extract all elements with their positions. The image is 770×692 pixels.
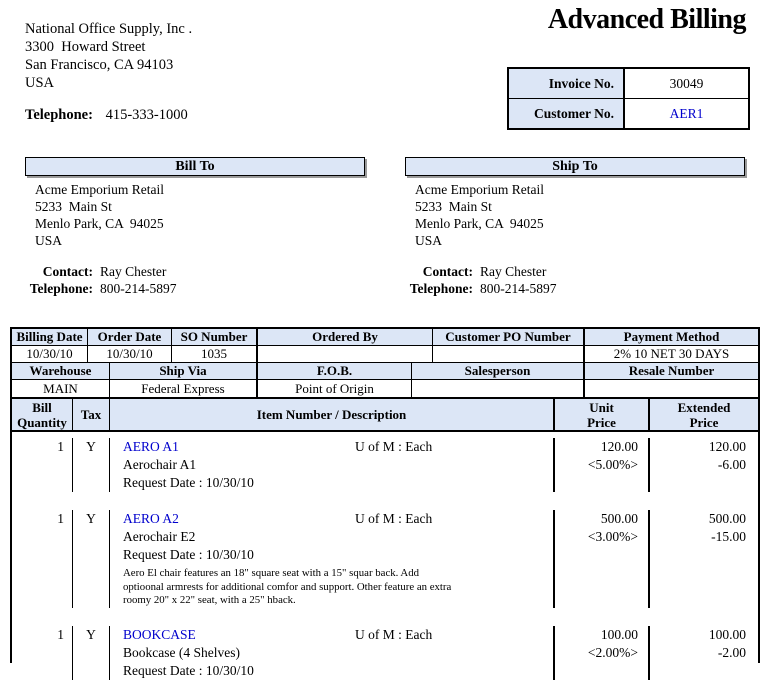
ordered-by-header: Ordered By [258, 329, 433, 346]
item-tax-flag: Y [73, 626, 110, 680]
customer-number-label: Customer No. [509, 99, 625, 128]
item-number-link[interactable]: AERO A2 [123, 511, 179, 526]
bill-to-address [35, 181, 365, 249]
bill-to-phone-label: Telephone: [29, 281, 93, 296]
unit-discount: <5.00%> [587, 457, 638, 472]
bill-to-contact-value: Ray Chester [100, 264, 167, 279]
item-uofm: U of M : Each [355, 626, 433, 642]
company-phone-value: 415-333-1000 [105, 107, 188, 123]
extended-price: 500.00 [708, 511, 746, 526]
company-address-line1: 3300 Howard Street [25, 39, 146, 55]
item-row [12, 504, 758, 620]
bill-to-contact-label: Contact: [42, 264, 93, 279]
customer-po-value [433, 346, 585, 364]
unit-price: 100.00 [600, 626, 638, 642]
info-value-row-1 [12, 346, 758, 363]
company-address-line3: USA [25, 75, 55, 91]
ship-to-address [415, 181, 745, 249]
item-description-cell [110, 510, 555, 608]
extended-price: 100.00 [708, 626, 746, 642]
billing-table [10, 327, 760, 678]
warehouse-header: Warehouse [12, 363, 110, 380]
company-block [25, 20, 192, 124]
customer-number-row [509, 98, 748, 128]
item-description-header: Item Number / Description [110, 399, 555, 430]
ship-to-line: Acme Emporium Retail [415, 182, 544, 197]
bill-to-line: USA [35, 233, 63, 248]
company-address-line2: San Francisco, CA 94103 [25, 57, 174, 73]
unit-price-header: Unit Price [555, 399, 650, 430]
item-quantity: 1 [12, 510, 73, 608]
item-row [12, 432, 758, 504]
customer-po-header: Customer PO Number [433, 329, 585, 346]
unit-price: 120.00 [600, 439, 638, 454]
unit-discount: <2.00%> [587, 644, 638, 660]
ship-to-line: USA [415, 233, 443, 248]
ship-to-contact-block [405, 263, 745, 297]
salesperson-header: Salesperson [412, 363, 585, 380]
invoice-number-value: 30049 [669, 75, 704, 91]
unit-discount: <3.00%> [587, 529, 638, 544]
item-tax-flag: Y [73, 438, 110, 492]
items-body [12, 432, 758, 678]
bill-quantity-header: Bill Quantity [12, 399, 73, 430]
ship-to-header: Ship To [405, 157, 745, 176]
order-date-value: 10/30/10 [88, 346, 172, 364]
unit-price: 500.00 [600, 511, 638, 526]
item-request-date: Request Date : 10/30/10 [123, 475, 254, 490]
item-extended-price-cell [650, 626, 758, 680]
payment-method-header: Payment Method [585, 329, 758, 346]
invoice-number-label: Invoice No. [509, 69, 625, 98]
so-number-value: 1035 [172, 346, 258, 364]
page-title: Advanced Billing [547, 4, 746, 35]
invoice-number-row [509, 69, 748, 98]
item-row [12, 620, 758, 692]
bill-to-section [25, 157, 365, 297]
info-value-row-2 [12, 380, 758, 397]
so-number-header: SO Number [172, 329, 258, 346]
bill-to-contact-block [25, 263, 365, 297]
warehouse-value: MAIN [12, 380, 110, 397]
item-request-date: Request Date : 10/30/10 [123, 547, 254, 562]
item-description-cell [110, 626, 555, 680]
fob-header: F.O.B. [258, 363, 412, 380]
fob-value: Point of Origin [258, 380, 412, 397]
item-quantity: 1 [12, 438, 73, 492]
info-header-row-1 [12, 329, 758, 346]
bill-to-phone-value: 800-214-5897 [100, 281, 177, 296]
item-description-cell [110, 438, 555, 492]
item-uofm: U of M : Each [355, 511, 433, 526]
ordered-by-value [258, 346, 433, 364]
ship-via-value: Federal Express [110, 380, 258, 397]
extended-price: 120.00 [708, 439, 746, 454]
bill-to-line: 5233 Main St [35, 199, 112, 214]
item-extended-price-cell [650, 438, 758, 492]
ship-to-contact-label: Contact: [422, 264, 473, 279]
item-unit-price-cell [555, 438, 650, 492]
resale-number-value [585, 380, 758, 397]
extended-price-header: Extended Price [650, 399, 758, 430]
info-header-row-2 [12, 363, 758, 380]
invoice-number-box [507, 67, 750, 130]
resale-number-header: Resale Number [585, 363, 758, 380]
ship-to-phone-value: 800-214-5897 [480, 281, 557, 296]
item-quantity: 1 [12, 626, 73, 680]
item-number-link[interactable]: BOOKCASE [123, 626, 196, 642]
item-tax-flag: Y [73, 510, 110, 608]
company-phone-row [25, 106, 192, 124]
salesperson-value [412, 380, 585, 397]
item-uofm: U of M : Each [355, 439, 433, 454]
payment-method-value: 2% 10 NET 30 DAYS [585, 346, 758, 364]
customer-number-link[interactable]: AER1 [669, 105, 704, 121]
tax-header: Tax [73, 399, 110, 430]
bill-to-header: Bill To [25, 157, 365, 176]
ship-to-line: 5233 Main St [415, 199, 492, 214]
billing-date-value: 10/30/10 [12, 346, 88, 364]
order-date-header: Order Date [88, 329, 172, 346]
ship-via-header: Ship Via [110, 363, 258, 380]
items-header-row [12, 397, 758, 432]
ship-to-line: Menlo Park, CA 94025 [415, 216, 544, 231]
item-name: Aerochair E2 [123, 529, 196, 544]
extended-discount: -15.00 [711, 529, 746, 544]
ship-to-section [405, 157, 745, 297]
company-phone-label: Telephone: [25, 107, 93, 123]
item-number-link[interactable]: AERO A1 [123, 439, 179, 454]
item-extended-price-cell [650, 510, 758, 608]
item-request-date: Request Date : 10/30/10 [123, 662, 254, 678]
billing-date-header: Billing Date [12, 329, 88, 346]
item-name: Aerochair A1 [123, 457, 197, 472]
item-long-description: Aero El chair features an 18" square seat with a 15" squar back. Add optioonal armrests for additional comfor and support. Other feature an extra roomy 20" x 22" seat, with a 25" hback. [123, 567, 452, 606]
extended-discount: -6.00 [717, 457, 746, 472]
bill-to-line: Acme Emporium Retail [35, 182, 164, 197]
bill-to-line: Menlo Park, CA 94025 [35, 216, 164, 231]
item-unit-price-cell [555, 626, 650, 680]
company-name: National Office Supply, Inc . [25, 21, 193, 37]
item-unit-price-cell [555, 510, 650, 608]
ship-to-phone-label: Telephone: [409, 281, 473, 296]
extended-discount: -2.00 [717, 644, 746, 660]
item-name: Bookcase (4 Shelves) [123, 644, 240, 660]
ship-to-contact-value: Ray Chester [480, 264, 547, 279]
